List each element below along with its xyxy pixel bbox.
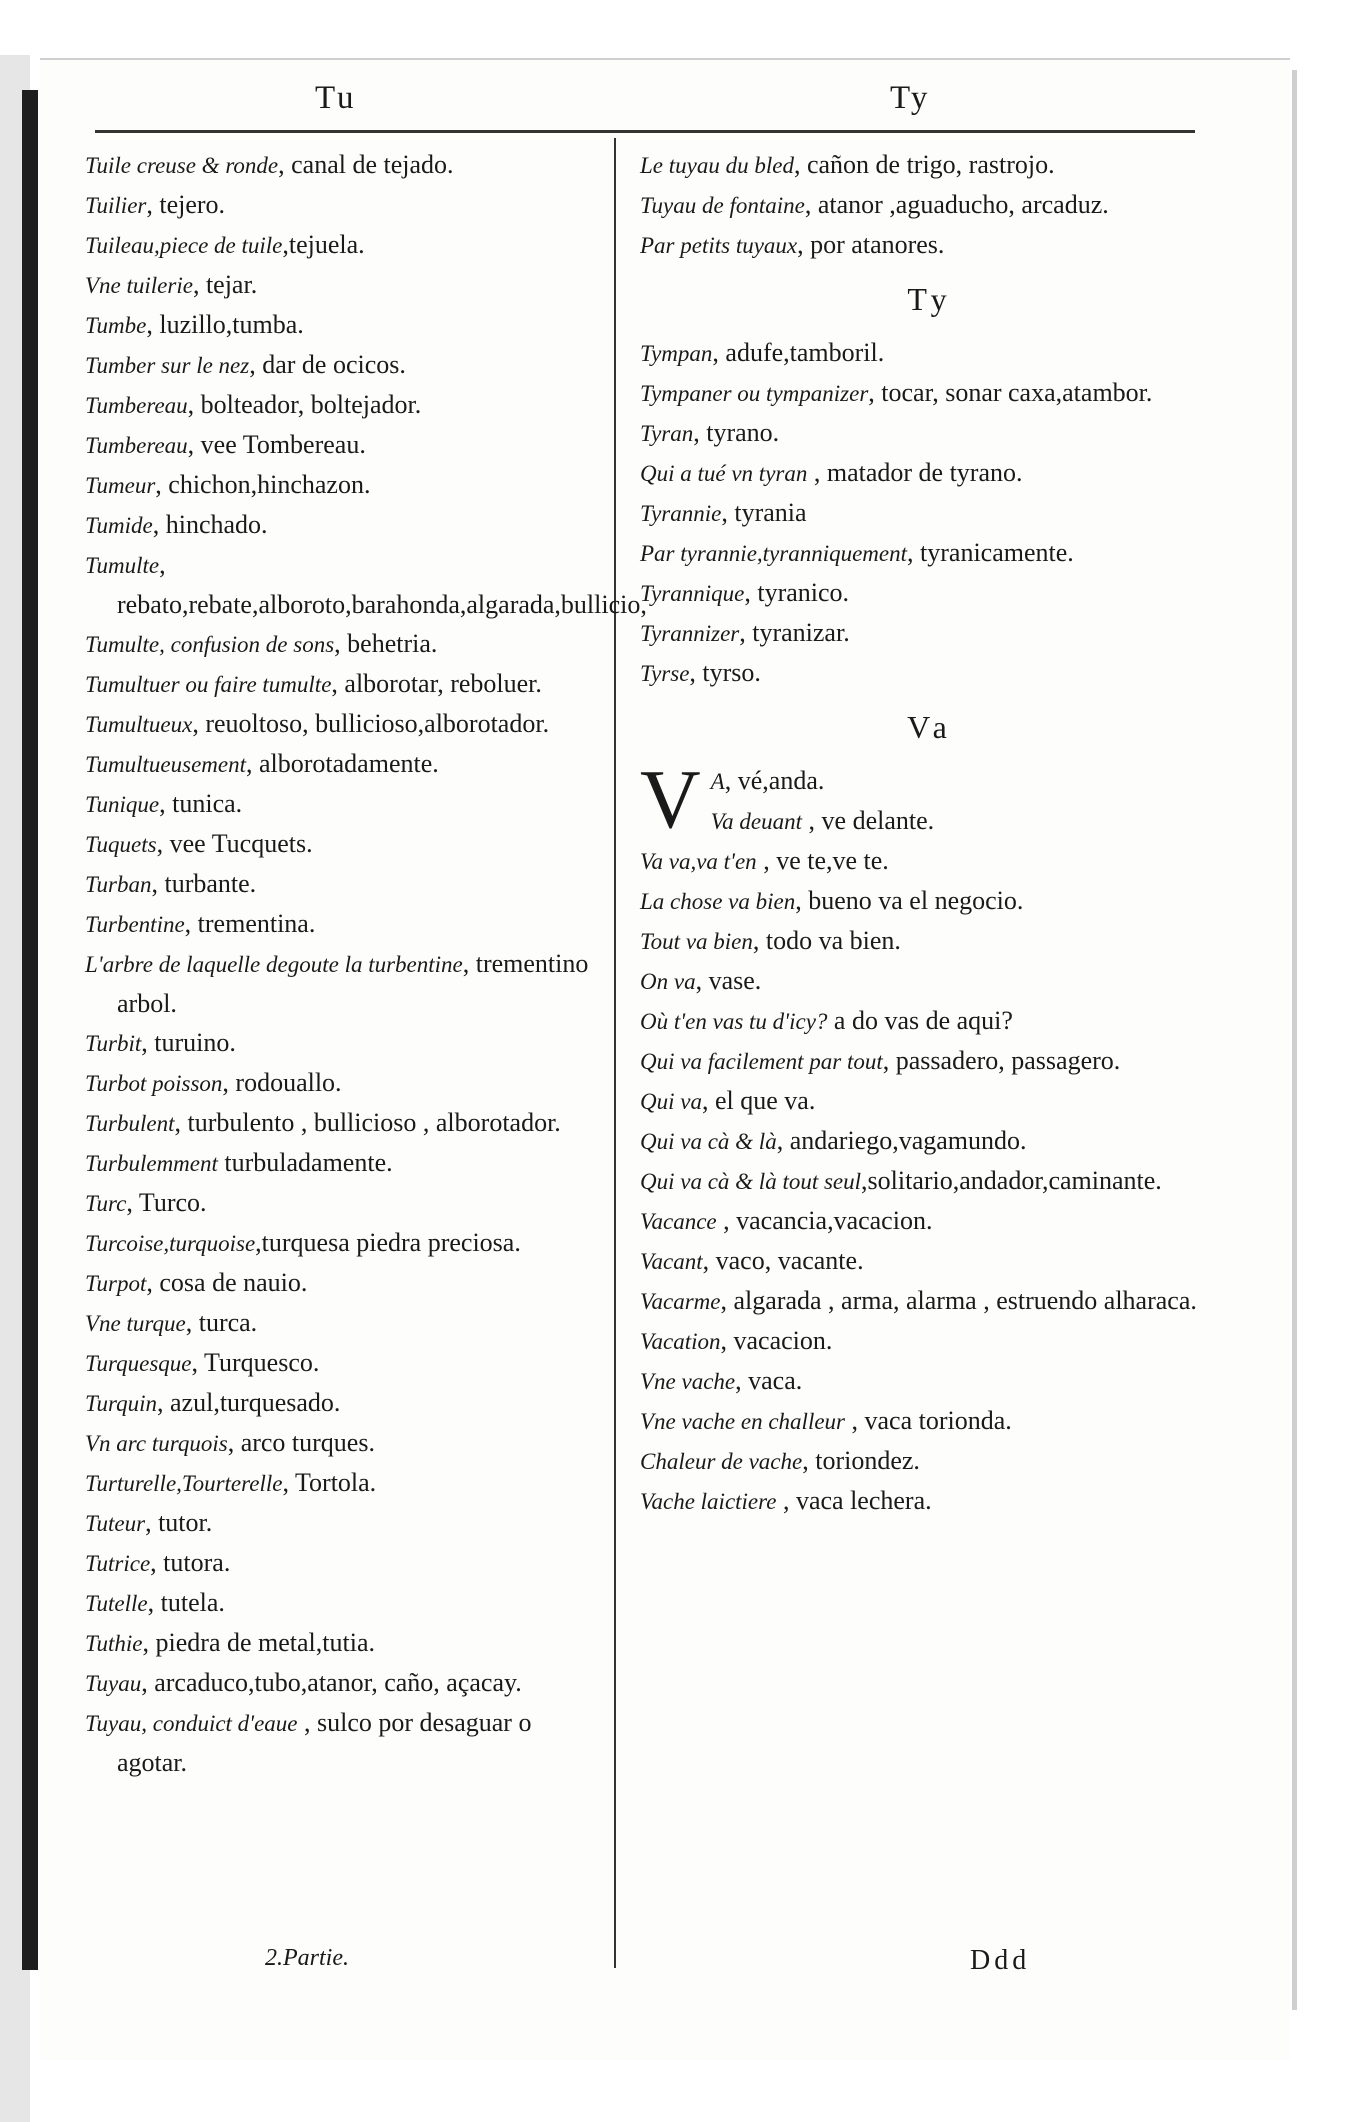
entry-definition: ,solitario,andador,caminante.	[861, 1166, 1162, 1195]
dictionary-entry	[640, 145, 1220, 185]
entry-definition: , tyrano.	[693, 418, 780, 447]
entry-term: A	[710, 769, 725, 794]
entry-definition: , trementino arbol.	[117, 949, 589, 1018]
left-column	[85, 145, 647, 1782]
catchword-signature: Ddd	[970, 1945, 1031, 1976]
entry-term: Tumber sur le nez	[85, 353, 250, 378]
dictionary-entry	[640, 533, 1220, 573]
entry-term: Tuileau,piece de tuile	[85, 233, 283, 258]
entry-term: Tyrse	[640, 661, 690, 686]
entry-term: Qui a tué vn tyran	[640, 461, 808, 486]
dictionary-entry	[85, 1303, 605, 1343]
dictionary-entry	[640, 1161, 1220, 1201]
entry-definition: , bueno va el negocio.	[795, 886, 1024, 915]
entry-term: Turbot poisson	[85, 1071, 223, 1096]
dictionary-entry	[85, 1023, 605, 1063]
entry-term: Qui va cà & là tout seul	[640, 1169, 862, 1194]
entry-definition: , tutor.	[145, 1508, 213, 1537]
scan-right-edge	[1292, 70, 1297, 2010]
entry-definition: , matador de tyrano.	[807, 458, 1023, 487]
entry-term: Turc	[85, 1191, 127, 1216]
entry-definition: , tejero.	[146, 190, 226, 219]
entry-definition: , vaca lechera.	[776, 1486, 932, 1515]
dictionary-entry	[85, 425, 605, 465]
dictionary-entry	[85, 624, 605, 664]
dictionary-entry	[640, 413, 1220, 453]
entry-definition: , dar de ocicos.	[249, 350, 406, 379]
entry-definition: , tyrania	[721, 498, 807, 527]
entry-term: Tuilier	[85, 193, 147, 218]
entry-term: Vacarme	[640, 1289, 721, 1314]
entry-term: Vacant	[640, 1249, 703, 1274]
dictionary-entry	[640, 573, 1220, 613]
dictionary-entry	[85, 824, 605, 864]
entry-definition: , alborotar, reboluer.	[331, 669, 542, 698]
entry-term: Vache laictiere	[640, 1489, 777, 1514]
entry-definition: , alborotadamente.	[246, 749, 439, 778]
dictionary-entry	[640, 1281, 1220, 1321]
entry-term: Turbentine	[85, 912, 185, 937]
entry-definition: , vaca.	[735, 1366, 803, 1395]
entry-definition: , bolteador, boltejador.	[187, 390, 422, 419]
entry-definition: , ve te,ve te.	[756, 846, 889, 875]
entry-term: L'arbre de laquelle degoute la turbentine	[85, 952, 463, 977]
entry-term: Tumeur	[85, 473, 156, 498]
entry-definition: a do vas de aqui?	[827, 1006, 1013, 1035]
entry-definition: , chichon,hinchazon.	[155, 470, 371, 499]
entry-term: Tumbereau	[85, 393, 188, 418]
entry-definition: , tocar, sonar caxa,atambor.	[868, 378, 1153, 407]
entry-term: Tuyau, conduict d'eaue	[85, 1711, 298, 1736]
dictionary-entry	[640, 1361, 1220, 1401]
dictionary-entry	[640, 373, 1220, 413]
dictionary-entry	[640, 1241, 1220, 1281]
entry-definition: , canal de tejado.	[278, 150, 454, 179]
dictionary-entry	[640, 921, 1220, 961]
dictionary-entry	[85, 664, 605, 704]
entry-definition: , hinchado.	[152, 510, 268, 539]
dictionary-entry	[640, 961, 1220, 1001]
dictionary-entry	[85, 1663, 605, 1703]
va-opening	[640, 753, 1220, 846]
entry-term: Turpot	[85, 1271, 147, 1296]
entry-term: Tuteur	[85, 1511, 146, 1536]
entry-definition: , vacancia,vacacion.	[716, 1206, 933, 1235]
entry-definition: , vaca toriondа.	[845, 1406, 1012, 1435]
entry-term: Tunique	[85, 792, 160, 817]
entry-definition: , todo va bien.	[752, 926, 901, 955]
entry-term: Vne turque	[85, 1311, 186, 1336]
entry-term: Turquesque	[85, 1351, 192, 1376]
entry-term: Tympan	[640, 341, 713, 366]
entry-term: Tuquets	[85, 832, 157, 857]
dictionary-entry	[640, 841, 1220, 881]
entry-definition: , cosa de nauio.	[146, 1268, 308, 1297]
dictionary-entry	[85, 265, 605, 305]
entry-definition: , luzillo,tumba.	[146, 310, 304, 339]
entry-definition: , algarada , arma, alarma , estruendo alharaca.	[720, 1286, 1197, 1315]
entry-term: Tuyau	[85, 1671, 142, 1696]
entry-term: Tympaner ou tympanizer	[640, 381, 869, 406]
right-column	[640, 145, 1220, 1521]
dictionary-entry	[640, 1041, 1220, 1081]
entry-definition: , turca.	[185, 1308, 258, 1337]
dictionary-entry	[85, 904, 605, 944]
dictionary-entry	[85, 704, 605, 744]
dictionary-entry	[85, 1703, 605, 1782]
dictionary-entry	[640, 185, 1220, 225]
dictionary-entry	[640, 333, 1220, 373]
entry-term: Qui va cà & là	[640, 1129, 777, 1154]
dictionary-entry	[85, 784, 605, 824]
dictionary-entry	[85, 185, 605, 225]
entry-term: Turquin	[85, 1391, 158, 1416]
entry-definition: , tyranizar.	[739, 618, 850, 647]
entry-term: Vn arc turquois	[85, 1431, 228, 1456]
entry-term: Tutelle	[85, 1591, 148, 1616]
dictionary-entry	[85, 345, 605, 385]
entry-definition: , tyrso.	[689, 658, 761, 687]
entry-term: Tuyau de fontaine	[640, 193, 805, 218]
entry-term: Vne vache	[640, 1369, 736, 1394]
dictionary-entry	[85, 305, 605, 345]
entry-definition: , vee Tucquets.	[156, 829, 313, 858]
entry-definition: , tyranico.	[744, 578, 850, 607]
entry-term: Tumide	[85, 513, 153, 538]
entry-definition: , sulco por desaguar o agotar.	[117, 1708, 532, 1777]
section-heading-ty: Ty	[907, 281, 953, 317]
entries-ty	[640, 333, 1220, 693]
entry-definition: , vé,anda.	[724, 766, 825, 795]
dictionary-entry	[85, 1423, 605, 1463]
dictionary-entry	[640, 761, 1220, 801]
dictionary-entry	[85, 505, 605, 545]
dictionary-entry	[85, 864, 605, 904]
entry-definition: , tutela.	[147, 1588, 225, 1617]
entry-definition: , turbante.	[151, 869, 257, 898]
dictionary-entry	[85, 225, 605, 265]
entry-definition: , por atanores.	[797, 230, 945, 259]
dictionary-entry	[640, 1081, 1220, 1121]
dictionary-entry	[85, 1103, 605, 1143]
dictionary-entry	[85, 545, 647, 624]
entry-term: Tyrannie	[640, 501, 722, 526]
dictionary-entry	[640, 453, 1220, 493]
entry-definition: , el que va.	[701, 1086, 816, 1115]
entry-definition: , tunica.	[159, 789, 243, 818]
dictionary-entry	[640, 1321, 1220, 1361]
entry-definition: , behetria.	[334, 629, 438, 658]
entry-definition: , passadero, passagero.	[882, 1046, 1121, 1075]
entry-term: Par tyrannie,tyranniquement	[640, 541, 908, 566]
entry-definition: , tutora.	[150, 1548, 231, 1577]
entry-definition: , piedra de metal,tutia.	[142, 1628, 375, 1657]
dictionary-entry	[85, 1223, 605, 1263]
dictionary-entry	[85, 1263, 605, 1303]
entry-term: Tutrice	[85, 1551, 151, 1576]
entry-term: Vne tuilerie	[85, 273, 193, 298]
entry-term: Tuthie	[85, 1631, 143, 1656]
dictionary-entry	[85, 1343, 605, 1383]
entry-term: Tumulte	[85, 553, 160, 578]
entry-term: Chaleur de vache	[640, 1449, 803, 1474]
signature-mark: 2.Partie.	[265, 1945, 349, 1971]
entry-term: Tumbereau	[85, 433, 188, 458]
entry-term: Le tuyau du bled	[640, 153, 794, 178]
dictionary-entry	[640, 1201, 1220, 1241]
dictionary-entry	[85, 1143, 605, 1183]
dictionary-entry	[85, 1063, 605, 1103]
dictionary-entry	[85, 1463, 605, 1503]
entry-term: Qui va facilement par tout	[640, 1049, 883, 1074]
entry-definition: , Tortola.	[282, 1468, 377, 1497]
dictionary-entry	[640, 1401, 1220, 1441]
dictionary-entry	[85, 1383, 605, 1423]
entry-definition: , Turquesco.	[191, 1348, 320, 1377]
running-head-left: Tu	[315, 80, 357, 116]
entries-va	[640, 841, 1220, 1521]
entry-term: Vne vache en challeur	[640, 1409, 845, 1434]
entry-term: Va deuant	[710, 809, 803, 834]
entry-definition: , cañon de trigo, rastrojo.	[793, 150, 1055, 179]
entry-definition: , reuoltoso, bullicioso,alborotador.	[192, 709, 550, 738]
entry-definition: , azul,turquesado.	[157, 1388, 341, 1417]
dictionary-entry	[85, 944, 605, 1023]
dictionary-entry	[640, 225, 1220, 265]
section-heading-va: Va	[907, 709, 953, 745]
entry-term: Tyrannizer	[640, 621, 740, 646]
entry-definition: , rebato,rebate,alboroto,barahonda,algarada,bullicio,	[117, 550, 647, 619]
entry-definition: , tyranicamente.	[907, 538, 1074, 567]
dictionary-entry	[85, 1503, 605, 1543]
entry-definition: , vee Tombereau.	[187, 430, 366, 459]
column-divider	[614, 138, 616, 1968]
dictionary-entry	[85, 465, 605, 505]
entry-definition: , vase.	[695, 966, 762, 995]
entry-term: Turbit	[85, 1031, 142, 1056]
entry-definition: , tejar.	[192, 270, 258, 299]
entry-definition: , ve delante.	[802, 806, 935, 835]
entry-definition: , arcaduco,tubo,atanor, caño, açacay.	[141, 1668, 522, 1697]
dictionary-page	[40, 58, 1290, 2060]
entry-term: Tyran	[640, 421, 694, 446]
entry-term: Vacation	[640, 1329, 721, 1354]
entry-term: Tumultueux	[85, 712, 193, 737]
dictionary-entry	[85, 1543, 605, 1583]
entry-term: Qui va	[640, 1089, 702, 1114]
dictionary-entry	[640, 653, 1220, 693]
entry-definition: , arco turques.	[227, 1428, 375, 1457]
entry-term: Turbulemment	[85, 1151, 218, 1176]
entry-term: Turban	[85, 872, 152, 897]
dictionary-entry	[640, 613, 1220, 653]
entry-term: Par petits tuyaux	[640, 233, 798, 258]
entry-term: Turbulent	[85, 1111, 175, 1136]
entry-term: Vacance	[640, 1209, 717, 1234]
entry-definition: , trementina.	[184, 909, 316, 938]
entry-term: Va va,va t'en	[640, 849, 757, 874]
dictionary-entry	[640, 1001, 1220, 1041]
entry-term: Turcoise,turquoise	[85, 1231, 256, 1256]
dictionary-entry	[85, 1623, 605, 1663]
entry-definition: , rodouallo.	[222, 1068, 342, 1097]
entry-definition: turbuladamente.	[217, 1148, 393, 1177]
entry-definition: , Turco.	[126, 1188, 207, 1217]
entry-definition: , turuino.	[141, 1028, 236, 1057]
entry-term: Tumultuer ou faire tumulte	[85, 672, 332, 697]
entry-definition: , adufe,tamboril.	[712, 338, 885, 367]
entry-definition: , toriondez.	[802, 1446, 920, 1475]
entry-term: Tuile creuse & ronde	[85, 153, 279, 178]
dictionary-entry	[640, 881, 1220, 921]
scan-binding-shadow	[22, 90, 38, 1970]
dictionary-entry	[640, 493, 1220, 533]
dictionary-entry	[85, 744, 605, 784]
header-rule	[95, 130, 1195, 133]
entry-term: Turturelle,Tourterelle	[85, 1471, 283, 1496]
entry-definition: , andariego,vagamundo.	[776, 1126, 1027, 1155]
dictionary-entry	[640, 1481, 1220, 1521]
entry-definition: , vaco, vacante.	[702, 1246, 864, 1275]
entry-definition: , atanor ,aguaducho, arcaduz.	[804, 190, 1109, 219]
entry-term: Où t'en vas tu d'icy?	[640, 1009, 828, 1034]
entry-term: La chose va bien	[640, 889, 796, 914]
dictionary-entry	[640, 1121, 1220, 1161]
entry-definition: ,tejuela.	[282, 230, 365, 259]
dictionary-entry	[85, 1583, 605, 1623]
entry-term: Tumbe	[85, 313, 147, 338]
entries-tu-continued	[640, 145, 1220, 265]
entry-term: Tyrannique	[640, 581, 745, 606]
running-head-right: Ty	[890, 80, 931, 116]
dictionary-entry	[85, 145, 605, 185]
dictionary-entry	[640, 1441, 1220, 1481]
entry-definition: ,turquesa piedra preciosa.	[255, 1228, 521, 1257]
entry-definition: , vacacion.	[720, 1326, 833, 1355]
entry-term: On va	[640, 969, 696, 994]
entry-term: Tumulte, confusion de sons	[85, 632, 335, 657]
entry-term: Tout va bien	[640, 929, 753, 954]
entry-term: Tumultueusement	[85, 752, 246, 777]
dictionary-entry	[85, 1183, 605, 1223]
dictionary-entry	[85, 385, 605, 425]
entry-definition: , turbulento , bullicioso , alborotador.	[174, 1108, 561, 1137]
dictionary-entry	[640, 801, 1220, 841]
drop-cap: V	[640, 753, 701, 846]
